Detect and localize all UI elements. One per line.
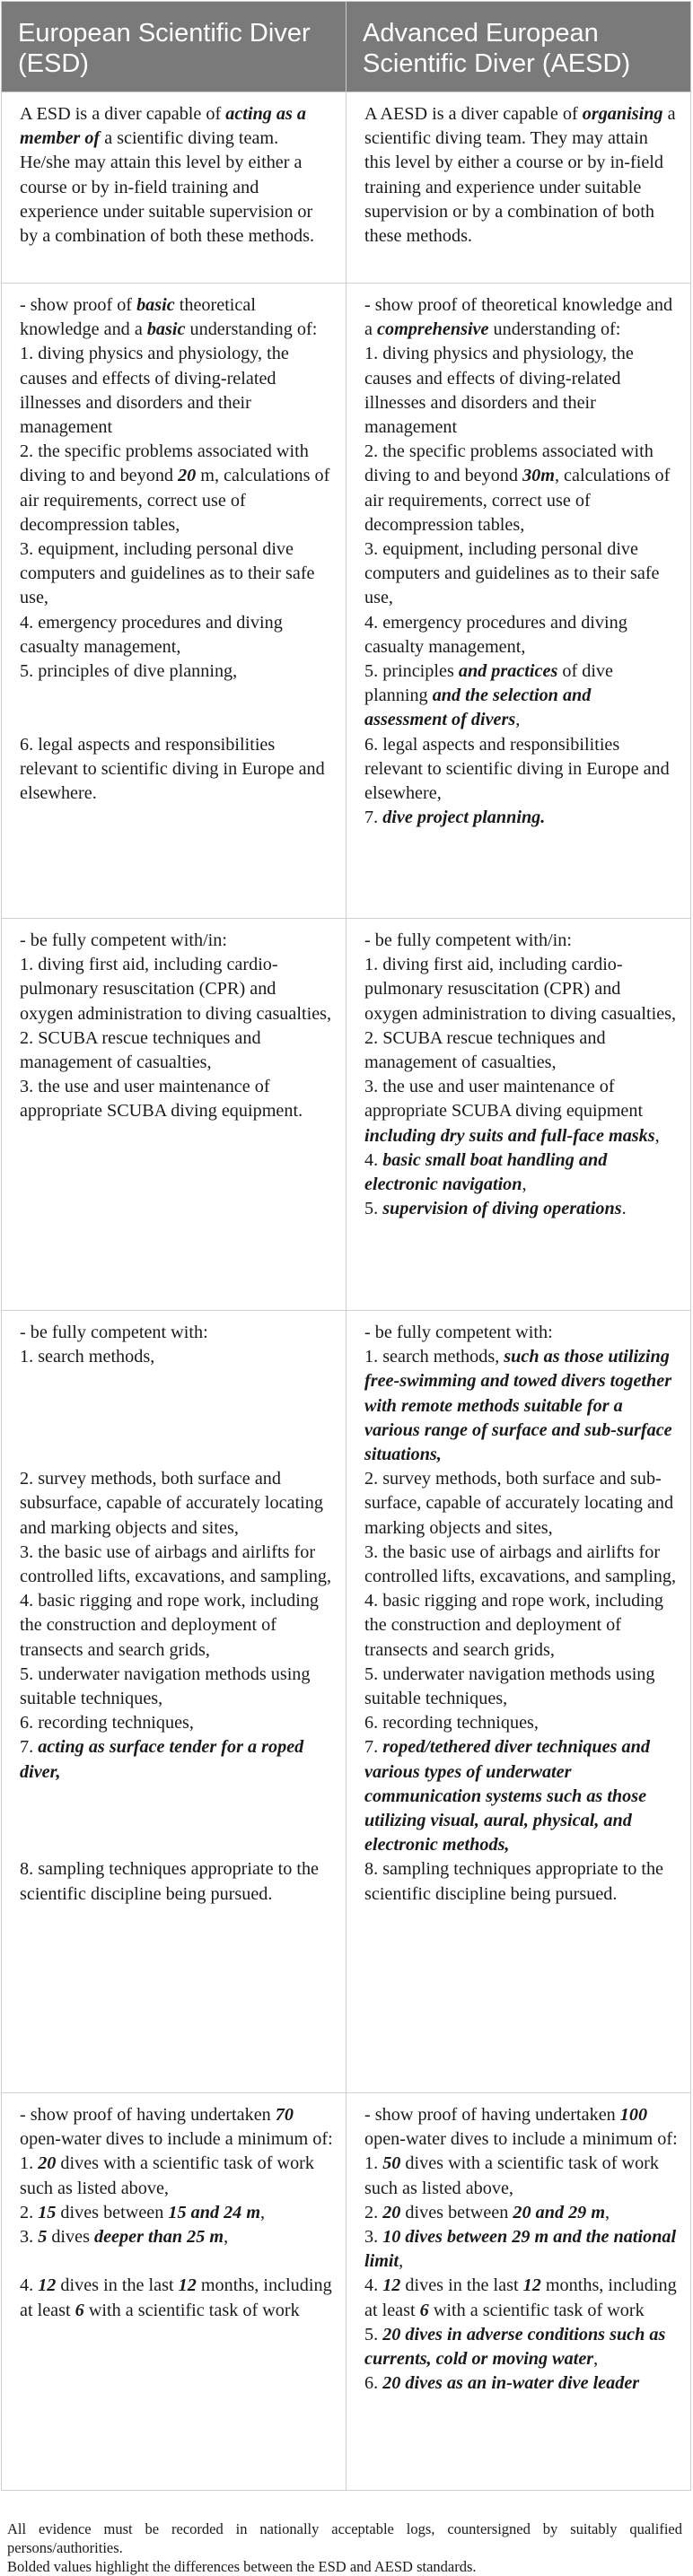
table-row	[2, 92, 691, 284]
cell-text: - be fully competent with:	[20, 1323, 208, 1342]
esd-cell	[2, 919, 346, 1311]
highlighted-text: 12	[38, 2275, 57, 2296]
cell-paragraph	[20, 2201, 333, 2225]
cell-text: 4.	[20, 2275, 39, 2296]
highlighted-text: 12	[522, 2275, 541, 2296]
highlighted-text: 20	[178, 466, 197, 486]
table-row	[2, 919, 691, 1311]
cell-paragraph	[364, 806, 678, 830]
highlighted-text: 20	[382, 2202, 401, 2222]
esd-cell	[2, 284, 346, 919]
cell-text: 4. emergency procedures and diving casualty management,	[20, 612, 283, 657]
cell-paragraph	[20, 1589, 333, 1663]
cell-text: a scientific diving team. He/she may attain this level by either a course or by in-field training and experience under suitable supervision or by a combination of both these methods.	[20, 128, 314, 247]
aesd-cell	[346, 2093, 691, 2491]
cell-paragraph	[20, 1467, 333, 1541]
aesd-cell	[346, 92, 691, 284]
cell-text: 7.	[364, 808, 383, 828]
cell-spacer	[20, 1369, 333, 1393]
cell-text: open-water dives to include a minimum of:	[364, 2129, 678, 2150]
cell-paragraph	[364, 929, 678, 953]
table-row	[2, 284, 691, 919]
cell-paragraph	[364, 1735, 678, 1857]
cell-text: dives with a scientific task of work such as listed above,	[20, 2153, 314, 2198]
highlighted-text: 100	[619, 2105, 648, 2125]
cell-paragraph	[20, 1541, 333, 1589]
highlighted-text: 12	[178, 2275, 197, 2296]
highlighted-text: basic small boat handling and electronic navigation	[364, 1149, 608, 1195]
cell-paragraph	[20, 1711, 333, 1735]
cell-paragraph	[20, 1345, 333, 1369]
cell-text: dives between	[56, 2202, 169, 2222]
cell-text: 2. SCUBA rescue techniques and management of casualties,	[364, 1027, 606, 1073]
cell-text: - be fully competent with:	[364, 1323, 553, 1342]
cell-paragraph	[20, 1321, 333, 1345]
cell-text: - be fully competent with/in:	[20, 930, 227, 950]
cell-text: dives in the last	[56, 2275, 179, 2296]
cell-text: 8. sampling techniques appropriate to the scientific discipline being pursued.	[364, 1859, 664, 1904]
highlighted-text: 15	[38, 2202, 57, 2222]
cell-text: open-water dives to include a minimum of:	[20, 2129, 333, 2150]
cell-text: dives with a scientific task of work such as listed above,	[364, 2153, 659, 2198]
esd-cell	[2, 92, 346, 284]
cell-paragraph	[20, 1735, 333, 1784]
cell-text: 5. principles	[364, 661, 459, 682]
cell-paragraph	[20, 2274, 333, 2322]
cell-text: with a scientific task of work	[428, 2300, 645, 2320]
cell-text: 1.	[20, 2153, 39, 2174]
cell-text: - show proof of	[20, 295, 137, 315]
cell-text: 1. diving first aid, including cardio-pulmonary resuscitation (CPR) and oxygen administration to diving casualties,	[364, 955, 677, 1024]
cell-paragraph	[364, 1711, 678, 1735]
cell-text: 3. the use and user maintenance of appropriate SCUBA diving equipment.	[20, 1077, 303, 1122]
cell-text: ,	[654, 1125, 660, 1146]
cell-text: with a scientific task of work	[83, 2300, 300, 2320]
cell-paragraph	[20, 102, 333, 249]
cell-text: understanding of:	[488, 319, 621, 340]
highlighted-text: acting as a member of	[20, 104, 307, 149]
highlighted-text: 50	[382, 2153, 401, 2174]
highlighted-text: basic	[146, 319, 186, 340]
footnote-bold-legend: Bolded values highlight the differences between the ESD and AESD standards.	[7, 2558, 477, 2575]
cell-text: 2. the specific problems associated with diving to and beyond	[364, 441, 654, 486]
cell-paragraph	[364, 1541, 678, 1589]
highlighted-text: deeper than 25 m	[94, 2227, 224, 2248]
cell-text: dives between	[400, 2202, 513, 2222]
cell-text: 6. recording techniques,	[20, 1713, 194, 1733]
cell-spacer	[20, 684, 333, 708]
cell-paragraph	[20, 440, 333, 537]
cell-paragraph	[364, 440, 678, 537]
highlighted-text: supervision of diving operations	[382, 1199, 622, 1219]
cell-text: 5.	[364, 2324, 383, 2345]
cell-spacer	[20, 1419, 333, 1443]
cell-spacer	[20, 2249, 333, 2274]
cell-paragraph	[364, 2152, 678, 2200]
cell-text: - show proof of having undertaken	[364, 2105, 620, 2125]
column-header-esd: European Scientific Diver (ESD)	[2, 2, 346, 92]
highlighted-text: 6	[75, 2300, 84, 2320]
cell-text: 4.	[364, 2275, 383, 2296]
cell-paragraph	[364, 1075, 678, 1148]
cell-paragraph	[364, 1857, 678, 1906]
cell-text: understanding of:	[185, 319, 318, 340]
cell-text: 4.	[364, 1149, 383, 1170]
cell-paragraph	[364, 293, 678, 342]
cell-paragraph	[20, 1663, 333, 1711]
cell-paragraph	[20, 2152, 333, 2200]
cell-paragraph	[20, 293, 333, 342]
table-footnotes	[7, 2519, 682, 2576]
cell-text: 1. search methods,	[20, 1347, 155, 1367]
highlighted-text: dive project planning.	[382, 808, 546, 828]
cell-text: 3.	[364, 2227, 383, 2248]
cell-text: , calculations of air requirements, correct use of decompression tables,	[364, 466, 671, 535]
highlighted-text: comprehensive	[377, 319, 489, 340]
highlighted-text: organising	[582, 104, 663, 124]
cell-paragraph	[20, 953, 333, 1026]
cell-paragraph	[20, 733, 333, 807]
cell-text: 5. underwater navigation methods using suitable techniques,	[20, 1663, 311, 1708]
cell-text: 6. recording techniques,	[364, 1713, 539, 1733]
cell-text: ,	[399, 2251, 404, 2272]
cell-text: .	[621, 1199, 627, 1219]
cell-paragraph	[364, 537, 678, 611]
cell-text: 3. the basic use of airbags and airlifts for controlled lifts, excavations, and sampling,	[20, 1541, 332, 1586]
cell-paragraph	[364, 611, 678, 659]
cell-text: ,	[593, 2349, 599, 2370]
table-row	[2, 2093, 691, 2491]
cell-text: 1.	[364, 2153, 383, 2174]
cell-text: theoretical knowledge and a	[20, 295, 256, 340]
cell-spacer	[20, 1809, 333, 1833]
highlighted-text: 20 dives as an in-water dive leader	[382, 2373, 640, 2394]
aesd-cell	[346, 1311, 691, 2093]
highlighted-text: 12	[382, 2275, 401, 2296]
highlighted-text: 30m	[522, 466, 555, 486]
cell-text: months, including at least	[20, 2275, 332, 2320]
cell-paragraph	[20, 1857, 333, 1906]
cell-text: 2. survey methods, both surface and sub-surface, capable of accurately locating and marking objects and sites,	[364, 1469, 674, 1538]
comparison-table	[1, 1, 691, 2491]
cell-text: A ESD is a diver capable of	[20, 104, 226, 124]
highlighted-text: 20 dives in adverse conditions such as currents, cold or moving water	[364, 2324, 666, 2370]
cell-paragraph	[364, 1345, 678, 1467]
cell-text: m, calculations of air requirements, correct use of decompression tables,	[20, 466, 330, 535]
cell-text: 2. the specific problems associated with diving to and beyond	[20, 441, 309, 486]
cell-text: 2.	[364, 2202, 383, 2222]
cell-text: 6. legal aspects and responsibilities relevant to scientific diving in Europe and elsewhere,	[364, 734, 670, 804]
highlighted-text: 20	[38, 2153, 57, 2174]
cell-paragraph	[20, 1026, 333, 1075]
table-row	[2, 1311, 691, 2093]
cell-paragraph	[364, 1026, 678, 1075]
highlighted-text: 10 dives between 29 m and the national limit	[364, 2227, 677, 2272]
cell-text: 5.	[364, 1199, 383, 1219]
highlighted-text: 6	[419, 2300, 429, 2320]
cell-paragraph	[20, 929, 333, 953]
highlighted-text: 70	[275, 2105, 294, 2125]
cell-text: 8. sampling techniques appropriate to the scientific discipline being pursued.	[20, 1859, 320, 1904]
cell-paragraph	[364, 1197, 678, 1221]
cell-text: 5. underwater navigation methods using suitable techniques,	[364, 1663, 655, 1709]
cell-spacer	[20, 1443, 333, 1467]
cell-paragraph	[364, 2201, 678, 2225]
cell-paragraph	[364, 102, 678, 249]
cell-spacer	[20, 1394, 333, 1419]
cell-paragraph	[364, 953, 678, 1026]
cell-paragraph	[364, 1148, 678, 1197]
highlighted-text: such as those utilizing free-swimming and towed divers together with remote methods suitable for a various range of surface and sub-surface situations,	[364, 1347, 672, 1465]
cell-paragraph	[20, 1075, 333, 1123]
cell-text: 2.	[20, 2202, 39, 2222]
cell-text: 1. search methods,	[364, 1347, 504, 1367]
cell-text: ,	[260, 2202, 266, 2222]
cell-paragraph	[364, 342, 678, 440]
highlighted-text: acting as surface tender for a roped diver,	[20, 1737, 304, 1782]
aesd-cell	[346, 919, 691, 1311]
esd-cell	[2, 1311, 346, 2093]
cell-text: 2. survey methods, both surface and subsurface, capable of accurately locating and marking objects and sites,	[20, 1469, 323, 1538]
cell-paragraph	[364, 2225, 678, 2274]
cell-paragraph	[20, 537, 333, 611]
cell-paragraph	[20, 611, 333, 659]
cell-text: 5. principles of dive planning,	[20, 661, 238, 682]
cell-text: ,	[515, 710, 521, 730]
cell-text: 4. basic rigging and rope work, including the construction and deployment of transects and search grids,	[364, 1591, 664, 1660]
cell-text: ,	[522, 1174, 527, 1195]
highlighted-text: 20 and 29 m	[513, 2202, 606, 2222]
highlighted-text: including dry suits and full-face masks	[364, 1125, 655, 1146]
cell-text: of dive planning	[364, 661, 613, 706]
cell-paragraph	[364, 659, 678, 733]
cell-text: 2. SCUBA rescue techniques and management of casualties,	[20, 1027, 261, 1073]
cell-text: 7.	[364, 1737, 383, 1758]
highlighted-text: 15 and 24 m	[168, 2202, 261, 2222]
cell-paragraph	[364, 1663, 678, 1711]
cell-text: 6.	[364, 2373, 383, 2394]
cell-paragraph	[364, 2323, 678, 2371]
cell-text: 3.	[20, 2227, 39, 2248]
cell-text: - show proof of having undertaken	[20, 2105, 276, 2125]
cell-text: - show proof of theoretical knowledge and a	[364, 295, 673, 340]
cell-text: months, including at least	[364, 2275, 677, 2320]
cell-text: 6. legal aspects and responsibilities relevant to scientific diving in Europe and elsewhere.	[20, 734, 325, 804]
cell-text: 3. the basic use of airbags and airlifts for controlled lifts, excavations, and sampling,	[364, 1541, 677, 1587]
cell-text: 3. the use and user maintenance of appropriate SCUBA diving equipment	[364, 1077, 644, 1122]
cell-paragraph	[364, 2103, 678, 2152]
cell-text: dives in the last	[400, 2275, 523, 2296]
cell-paragraph	[364, 1321, 678, 1345]
esd-cell	[2, 2093, 346, 2491]
cell-text: 1. diving physics and physiology, the causes and effects of diving-related illnesses and disorders and their management	[364, 344, 634, 438]
cell-text: ,	[605, 2202, 610, 2222]
cell-paragraph	[20, 342, 333, 440]
cell-spacer	[20, 708, 333, 732]
highlighted-text: and the selection and assessment of divers	[364, 685, 592, 730]
cell-paragraph	[364, 2371, 678, 2396]
cell-text: 4. basic rigging and rope work, including the construction and deployment of transects and search grids,	[20, 1591, 320, 1660]
highlighted-text: basic	[136, 295, 175, 315]
cell-paragraph	[364, 1467, 678, 1541]
cell-text: A AESD is a diver capable of	[364, 104, 583, 124]
highlighted-text: roped/tethered diver techniques and various types of underwater communication systems such as those utilizing visual, aural, physical, and electronic methods,	[364, 1737, 650, 1856]
cell-text: dives	[47, 2227, 94, 2248]
cell-paragraph	[20, 2225, 333, 2249]
cell-text: 7.	[20, 1737, 39, 1758]
highlighted-text: 5	[38, 2227, 48, 2248]
cell-spacer	[20, 1785, 333, 1809]
aesd-cell	[346, 284, 691, 919]
cell-text: 4. emergency procedures and diving casualty management,	[364, 612, 627, 657]
cell-text: 1. diving physics and physiology, the causes and effects of diving-related illnesses and disorders and their management	[20, 344, 289, 438]
footnote-logs: All evidence must be recorded in nationally acceptable logs, countersigned by suitably qualified persons/authorities.	[7, 2520, 682, 2556]
cell-text: - be fully competent with/in:	[364, 930, 572, 950]
cell-text: 3. equipment, including personal dive computers and guidelines as to their safe use,	[364, 539, 660, 608]
column-header-aesd: Advanced European Scientific Diver (AESD)	[346, 2, 691, 92]
cell-spacer	[20, 1833, 333, 1857]
cell-paragraph	[20, 2103, 333, 2152]
cell-paragraph	[20, 659, 333, 684]
cell-paragraph	[364, 1589, 678, 1663]
cell-text: ,	[224, 2227, 229, 2248]
cell-paragraph	[364, 2274, 678, 2322]
cell-text: 1. diving first aid, including cardio-pulmonary resuscitation (CPR) and oxygen administration to diving casualties,	[20, 955, 332, 1024]
table-header-row	[2, 2, 691, 92]
highlighted-text: and practices	[458, 661, 558, 682]
cell-paragraph	[364, 733, 678, 807]
cell-text: 3. equipment, including personal dive computers and guidelines as to their safe use,	[20, 539, 315, 608]
cell-text: a scientific diving team. They may attain this level by either a course or by in-field training and experience under suitable supervision or by a combination of both these methods.	[364, 104, 676, 247]
